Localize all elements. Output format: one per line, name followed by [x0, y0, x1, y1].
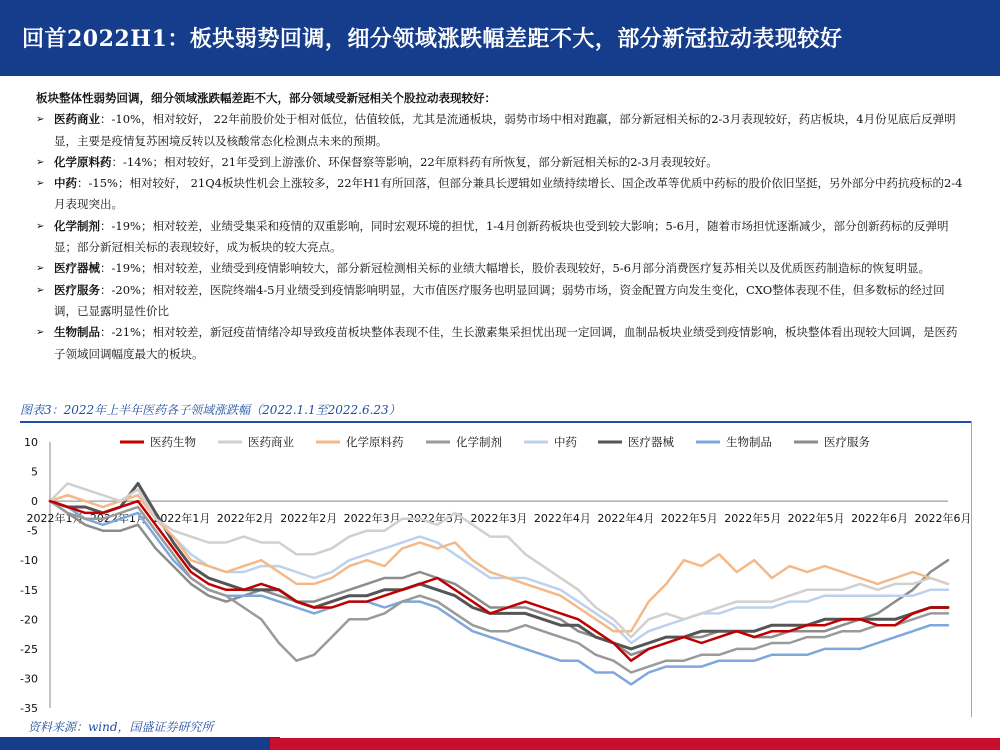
bullet-sector: 化学原料药: [54, 154, 112, 169]
bullet-sector: 医疗服务: [54, 282, 100, 297]
legend-label: 医药生物: [150, 435, 196, 449]
y-tick-label: -5: [27, 524, 38, 538]
legend-label: 化学制剂: [456, 435, 502, 449]
bullet-sector: 医疗器械: [54, 261, 100, 276]
y-tick-label: -30: [20, 672, 38, 686]
y-tick-label: -25: [20, 642, 38, 656]
page-title: 回首2022H1：板块弱势回调，细分领域涨跌幅差距不大，部分新冠拉动表现较好: [22, 26, 843, 52]
arrow-bullet-icon: ➢: [36, 220, 45, 232]
source-note: 资料来源：wind，国盛证券研究所: [28, 720, 214, 734]
bullet-item: [36, 109, 966, 152]
summary-section: [36, 88, 966, 365]
arrow-bullet-icon: ➢: [36, 114, 45, 126]
x-tick-label: 2022年3月: [343, 512, 401, 526]
bullet-sector: 医药商业: [54, 112, 100, 127]
header-bar: [0, 0, 1000, 76]
line-chart: [0, 425, 1000, 720]
x-tick-label: 2022年5月: [787, 512, 845, 526]
y-tick-label: -15: [20, 583, 38, 597]
y-tick-label: 5: [31, 465, 38, 479]
caption-divider: [20, 421, 972, 423]
arrow-bullet-icon: ➢: [36, 156, 45, 168]
legend-label: 医疗服务: [824, 435, 870, 449]
x-tick-label: 2022年1月: [89, 512, 147, 526]
arrow-bullet-icon: ➢: [36, 263, 45, 275]
footer-blue-bar: [0, 737, 280, 750]
series-line: [50, 501, 948, 684]
bullet-text: ：-19%；相对较差，业绩受到疫情影响较大，部分新冠检测相关标的业绩大幅增长，股价表现较好，5-6月部分消费医疗复苏相关以及优质医药制造标的恢复明显。: [100, 261, 930, 276]
x-tick-label: 2022年5月: [724, 512, 782, 526]
legend-label: 医药商业: [248, 435, 294, 449]
y-tick-label: 10: [24, 436, 38, 449]
x-tick-label: 2022年3月: [470, 512, 528, 526]
x-tick-label: 2022年4月: [597, 512, 655, 526]
x-tick-label: 2022年3月: [407, 512, 465, 526]
x-tick-label: 2022年2月: [280, 512, 338, 526]
bullet-text: ：-19%；相对较差，业绩受集采和疫情的双重影响，同时宏观环境的担忧，1-4月创新药板块也受到较大影响；5-6月，随着市场担忧逐渐减少，部分创新药标的反弹明显；部分新冠相关标的表现较好，成为板块的较大亮点。: [54, 218, 949, 255]
series-line: [50, 501, 948, 672]
footer-red-bar: [270, 738, 1000, 750]
legend-label: 中药: [554, 435, 577, 449]
y-tick-label: -10: [20, 554, 38, 568]
bullet-text: ：-15%；相对较好， 21Q4板块性机会上涨较多，22年H1有所回落，但部分兼具长逻辑如业绩持续增长、国企改革等优质中药标的股价依旧坚挺，另外部分中药抗疫标的2-4月表现突出。: [54, 176, 963, 212]
x-tick-label: 2022年1月: [153, 512, 211, 526]
y-tick-label: -20: [20, 613, 38, 627]
bullet-item: [36, 258, 966, 279]
bullet-sector: 生物制品: [54, 325, 100, 340]
bullet-item: [36, 280, 966, 323]
bullet-text: ：-21%；相对较差，新冠疫苗情绪冷却导致疫苗板块整体表现不佳，生长激素集采担忧出现一定回调，血制品板块业绩受到疫情影响，板块整体看出现较大回调，是医药子领域回调幅度最大的板块。: [54, 325, 958, 361]
bullet-item: [36, 152, 966, 173]
bullet-text: ：-10%，相对较好， 22年前股价处于相对低位，估值较低，尤其是流通板块，弱势市场中相对跑赢，部分新冠相关标的2-3月表现较好，药店板块，4月份见底后反弹明显，主要是疫情复苏困境反转以及核酸常态化检测点未来的预期。: [54, 112, 956, 148]
x-tick-label: 2022年2月: [216, 512, 274, 526]
arrow-bullet-icon: ➢: [36, 284, 45, 296]
x-tick-label: 2022年1月: [26, 512, 84, 526]
bullet-item: [36, 322, 966, 365]
y-tick-label: 0: [31, 495, 38, 509]
bullet-text: ：-20%；相对较差，医院终端4-5月业绩受到疫情影响明显，大市值医疗服务也明显回调；弱势市场，资金配置方向发生变化，CXO整体表现不佳，但多数标的经过回调，已显露明显性价比: [54, 282, 945, 318]
bullet-text: ：-14%；相对较好，21年受到上游涨价、环保督察等影响，22年原料药有所恢复，部分新冠相关标的2-3月表现较好。: [111, 154, 718, 169]
legend-label: 生物制品: [726, 435, 772, 449]
bullet-item: [36, 173, 966, 216]
summary-heading: 板块整体性弱势回调，细分领域涨跌幅差距不大，部分领域受新冠相关个股拉动表现较好：: [36, 91, 496, 105]
y-tick-label: -35: [20, 702, 38, 715]
bullet-item: [36, 216, 966, 259]
x-tick-label: 2022年5月: [660, 512, 718, 526]
arrow-bullet-icon: ➢: [36, 327, 45, 339]
legend-label: 医疗器械: [628, 435, 674, 449]
x-tick-label: 2022年6月: [914, 512, 972, 526]
bullet-sector: 中药: [54, 176, 77, 191]
arrow-bullet-icon: ➢: [36, 178, 45, 190]
figure-caption: 图表3：2022年上半年医药各子领域涨跌幅（2022.1.1至2022.6.23）: [20, 403, 401, 417]
bullet-sector: 化学制剂: [54, 218, 100, 233]
x-tick-label: 2022年4月: [533, 512, 591, 526]
legend-label: 化学原料药: [346, 435, 404, 449]
x-tick-label: 2022年6月: [851, 512, 909, 526]
